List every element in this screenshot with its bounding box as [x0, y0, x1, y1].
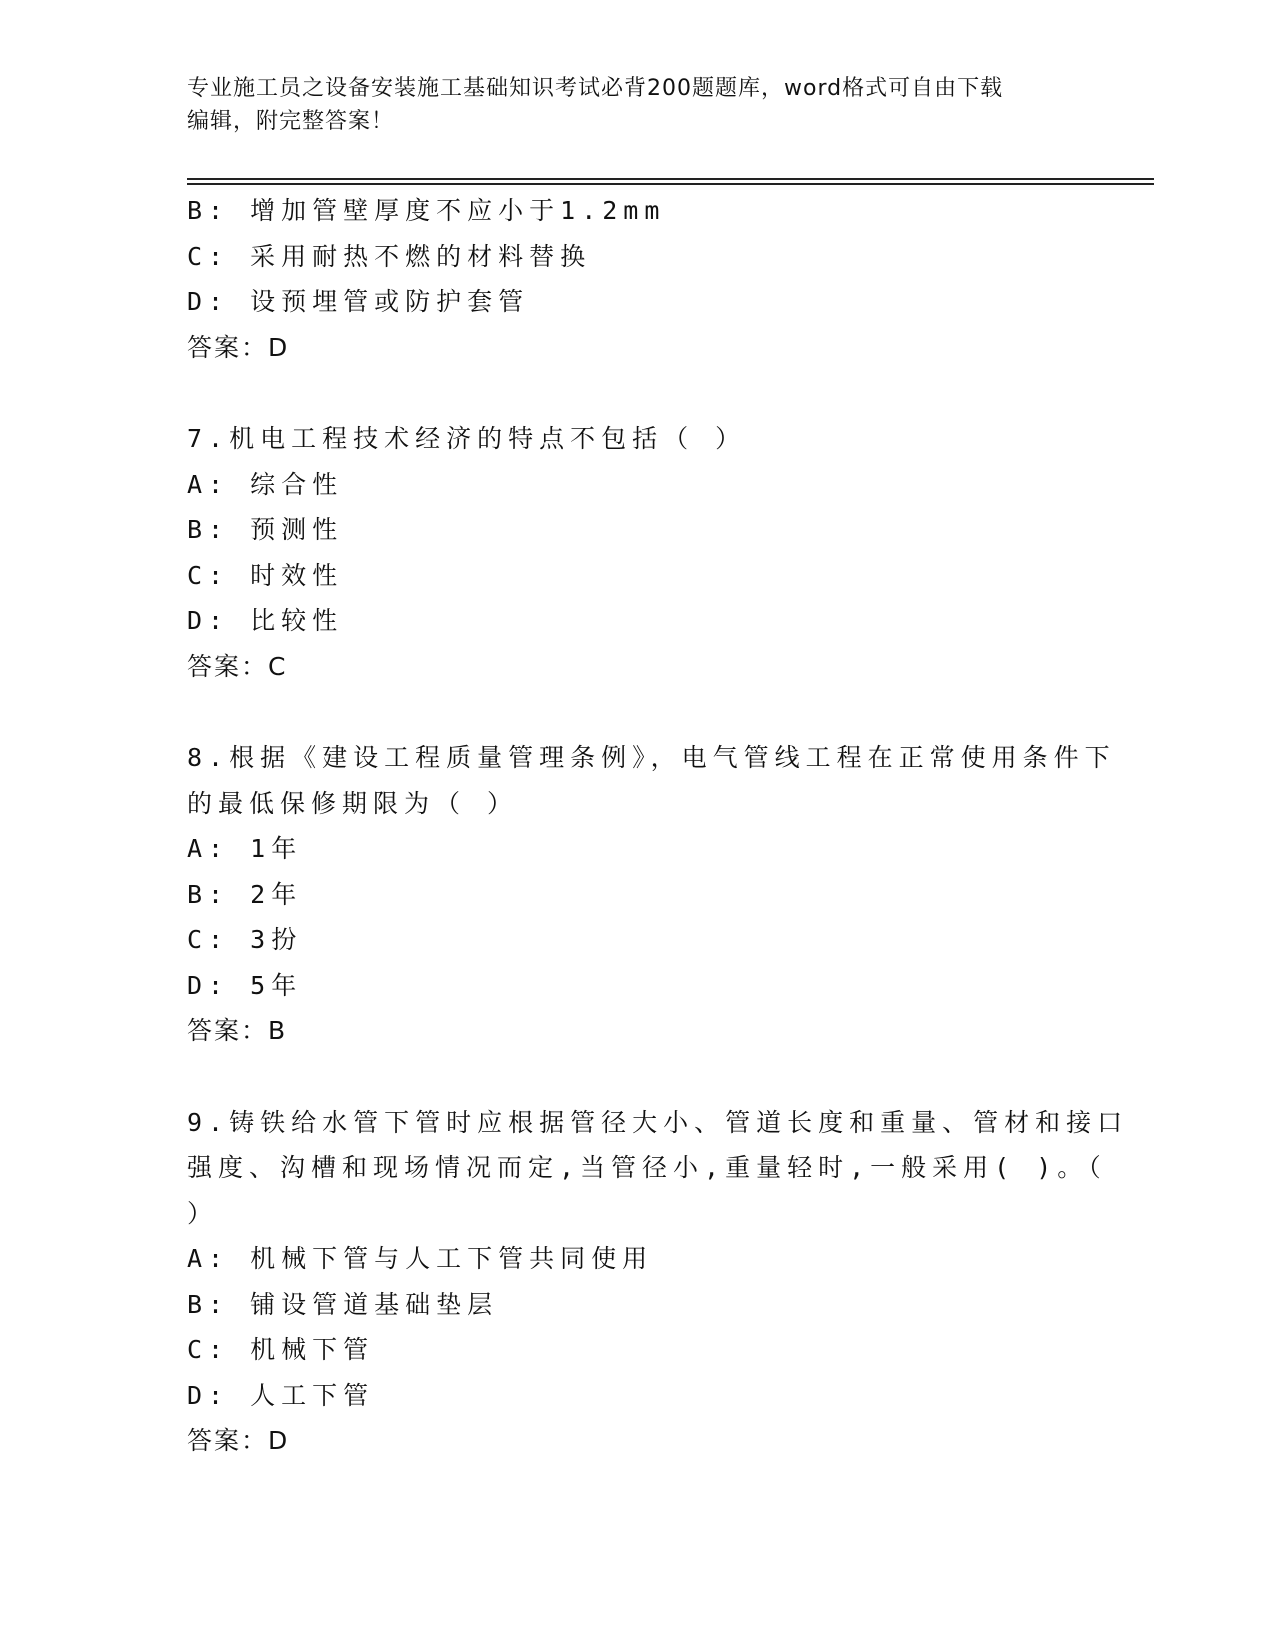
option-c: C: 采用耐热不燃的材料替换	[187, 241, 592, 271]
option-d: D: 比较性	[187, 606, 344, 635]
question-text-line-2: 强度、沟槽和现场情况而定,当管径小,重量轻时,一般采用( )。（	[187, 1153, 1107, 1182]
question-9	[187, 1100, 1129, 1464]
document-header	[187, 72, 1087, 138]
answer: 答案：B	[187, 1016, 288, 1045]
question-text-line-1: 9.铸铁给水管下管时应根据管径大小、管道长度和重量、管材和接口	[187, 1107, 1129, 1137]
header-line-2: 编辑，附完整答案！	[187, 109, 395, 134]
option-a: A: 1年	[187, 834, 303, 863]
header-line-1: 专业施工员之设备安装施工基础知识考试必背200题题库，word格式可自由下载	[187, 76, 1004, 101]
question-text-line-1: 8.根据《建设工程质量管理条例》，电气管线工程在正常使用条件下	[187, 743, 1116, 772]
question-list	[187, 188, 1129, 1464]
option-b: B: 增加管壁厚度不应小于1.2mm	[187, 196, 666, 225]
option-d: D: 人工下管	[187, 1380, 375, 1410]
question-text: 7.机电工程技术经济的特点不包括（ ）	[187, 424, 747, 453]
option-b: B: 预测性	[187, 515, 344, 544]
option-c: C: 机械下管	[187, 1335, 375, 1364]
option-b: B: 铺设管道基础垫层	[187, 1289, 499, 1319]
question-text-line-3: ）	[187, 1198, 219, 1228]
answer: 答案：D	[187, 332, 290, 362]
option-b: B: 2年	[187, 879, 303, 909]
answer: 答案：C	[187, 651, 288, 681]
option-c: C: 3扮	[187, 925, 303, 954]
question-7	[187, 416, 1087, 689]
option-d: D: 5年	[187, 970, 303, 1000]
question-text-line-2: 的最低保修期限为（ ）	[187, 788, 519, 818]
option-a: A: 综合性	[187, 469, 344, 499]
header-divider-top	[187, 178, 1154, 180]
answer: 答案：D	[187, 1426, 290, 1455]
question-8	[187, 735, 1116, 1054]
option-d: D: 设预埋管或防护套管	[187, 287, 530, 316]
question-partial	[187, 188, 1087, 370]
option-c: C: 时效性	[187, 560, 344, 590]
header-divider-bottom	[187, 183, 1154, 185]
option-a: A: 机械下管与人工下管共同使用	[187, 1244, 654, 1273]
